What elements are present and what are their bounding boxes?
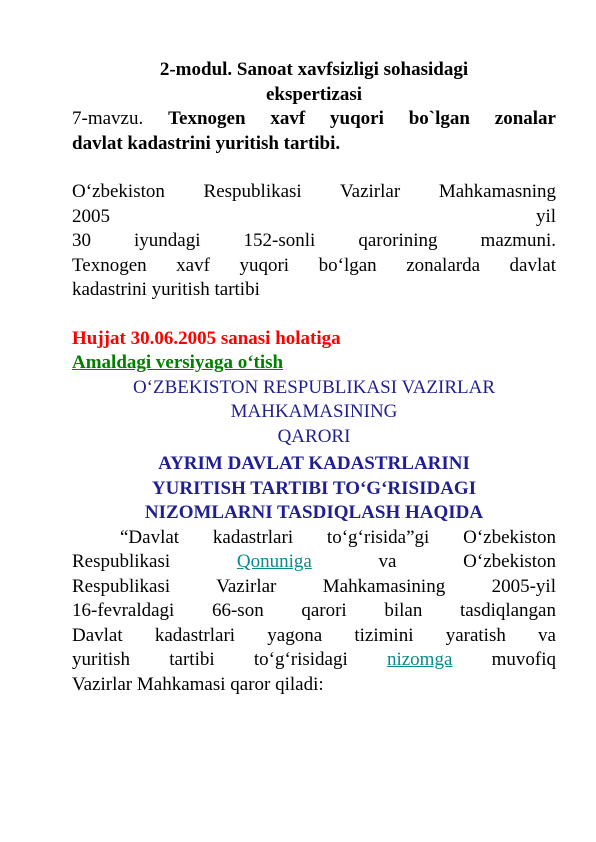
- module-title: [72, 58, 556, 107]
- body-text: muvofiq: [491, 649, 556, 670]
- body-text: O‘zbekiston: [463, 551, 557, 572]
- summary-line-3: 30 iyundagi 152-sonli qarorining mazmuni.: [72, 230, 556, 251]
- decree-body: [72, 526, 556, 698]
- body-line-4: 16-fevraldagi 66-son qarori bilan tasdiqlangan: [72, 600, 556, 621]
- decree-title-line-2: YURITISH TARTIBI TO‘G‘RISIDAGI: [151, 477, 477, 499]
- topic-title-line-2: davlat kadastrini yuritish tartibi.: [72, 132, 341, 154]
- regulation-link[interactable]: nizomga: [386, 649, 453, 670]
- body-line-1: “Davlat kadastrlari to‘g‘risida”gi O‘zbekiston: [120, 526, 556, 548]
- topic-prefix: 7-mavzu.: [72, 108, 144, 129]
- module-title-line-1: 2-modul. Sanoat xavfsizligi sohasidagi: [159, 59, 469, 80]
- module-title-line-2: ekspertizasi: [265, 83, 363, 105]
- summary-paragraph: [72, 180, 556, 303]
- issuer-block: [72, 376, 556, 450]
- body-line-3: Respublikasi Vazirlar Mahkamasining 2005-yil: [72, 575, 556, 597]
- summary-line-4: Texnogen xavf yuqori bo‘lgan zonalarda davlat: [72, 254, 556, 276]
- spacer: [72, 303, 556, 327]
- summary-line-2: [72, 205, 556, 230]
- body-text: Respublikasi: [72, 551, 171, 572]
- summary-year: 2005: [72, 205, 110, 227]
- summary-line-5: kadastrini yuritish tartibi: [72, 279, 260, 300]
- topic-title-line-1: Texnogen xavf yuqori bo`lgan zonalar: [168, 108, 556, 129]
- body-line-5: Davlat kadastrlari yagona tizimini yaratish va: [72, 624, 556, 646]
- spacer: [72, 156, 556, 180]
- body-line-6: [72, 648, 556, 673]
- body-line-2: [72, 550, 556, 575]
- document-content: [72, 58, 556, 697]
- body-line-7: Vazirlar Mahkamasi qaror qiladi:: [72, 673, 324, 695]
- decree-title-line-1: AYRIM DAVLAT KADASTRLARINI: [158, 453, 470, 474]
- document-status: Hujjat 30.06.2005 sanasi holatiga: [72, 327, 341, 349]
- decree-title-line-3: NIZOMLARNI TASDIQLASH HAQIDA: [144, 502, 484, 523]
- body-text: va: [378, 551, 397, 572]
- summary-yil: yil: [535, 205, 556, 227]
- law-link[interactable]: Qonuniga: [236, 551, 312, 572]
- body-text: yuritish tartibi to‘g‘risidagi: [72, 649, 348, 670]
- issuer-line-2: MAHKAMASINING: [230, 401, 398, 422]
- issuer-line-3: QARORI: [277, 425, 351, 447]
- issuer-line-1: O‘ZBEKISTON RESPUBLIKASI VAZIRLAR: [132, 376, 496, 398]
- current-version-link[interactable]: Amaldagi versiyaga o‘tish: [72, 352, 284, 373]
- decree-title: [72, 452, 556, 526]
- topic-heading: [72, 107, 556, 156]
- summary-line-1: O‘zbekiston Respublikasi Vazirlar Mahkamasning: [72, 181, 556, 202]
